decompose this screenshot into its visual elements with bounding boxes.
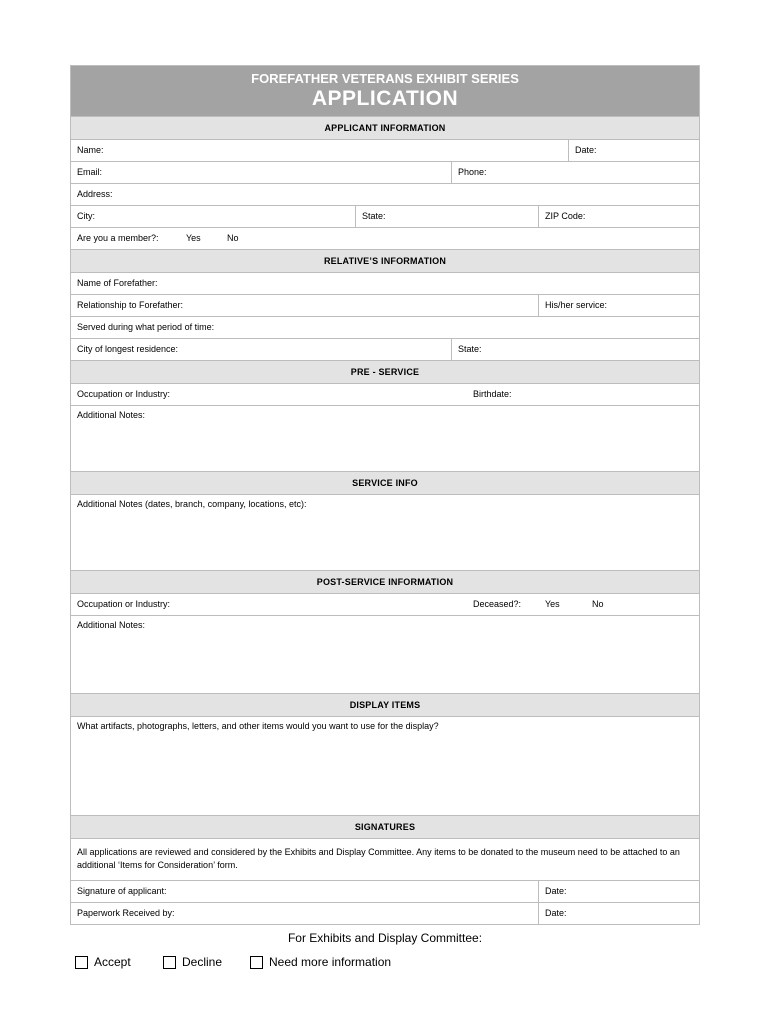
signatures-notice: All applications are reviewed and considered by the Exhibits and Display Committee. Any items to be donated to the museum need to be attached to an additional ‘Items for Consideration’ form. <box>71 839 699 881</box>
deceased-yes-option[interactable]: Yes <box>545 599 560 609</box>
committee-label: For Exhibits and Display Committee: <box>287 931 483 945</box>
deceased-label: Deceased?: <box>473 599 522 609</box>
applicant-signature-field[interactable]: Signature of applicant: <box>77 886 167 896</box>
name-field[interactable]: Name: <box>77 145 104 155</box>
decline-checkbox[interactable] <box>163 956 176 969</box>
state-field[interactable]: State: <box>355 206 538 227</box>
row-relationship <box>71 295 699 317</box>
row-forefather <box>71 273 699 295</box>
row-email <box>71 162 699 184</box>
address-field[interactable]: Address: <box>77 189 113 199</box>
display-items-field[interactable]: What artifacts, photographs, letters, and other items would you want to use for the display? <box>71 717 699 816</box>
residence-state-field[interactable]: State: <box>451 339 699 360</box>
decline-label: Decline <box>182 955 223 969</box>
row-member <box>71 228 699 250</box>
post-service-notes[interactable]: Additional Notes: <box>71 616 699 694</box>
zip-field[interactable]: ZIP Code: <box>538 206 699 227</box>
more-info-label: Need more information <box>269 955 392 969</box>
committee-options <box>0 955 770 975</box>
series-title: FOREFATHER VETERANS EXHIBIT SERIES <box>251 71 519 86</box>
section-relative-information: RELATIVE’S INFORMATION <box>71 250 699 273</box>
row-city <box>71 206 699 228</box>
accept-label: Accept <box>94 955 131 969</box>
section-pre-service: PRE - SERVICE <box>71 361 699 384</box>
section-service-info: SERVICE INFO <box>71 472 699 495</box>
row-post-occupation <box>71 594 699 616</box>
deceased-no-option[interactable]: No <box>592 599 604 609</box>
row-address <box>71 184 699 206</box>
received-date-field[interactable]: Date: <box>538 903 699 924</box>
section-signatures: SIGNATURES <box>71 816 699 839</box>
phone-field[interactable]: Phone: <box>451 162 699 183</box>
city-field[interactable]: City: <box>77 211 95 221</box>
received-by-field[interactable]: Paperwork Received by: <box>77 908 175 918</box>
row-residence <box>71 339 699 361</box>
row-name <box>71 140 699 162</box>
service-period-field[interactable]: Served during what period of time: <box>77 322 215 332</box>
member-no-option[interactable]: No <box>227 233 239 243</box>
email-field[interactable]: Email: <box>77 167 103 177</box>
service-field[interactable]: His/her service: <box>538 295 699 316</box>
member-yes-option[interactable]: Yes <box>186 233 201 243</box>
pre-occupation-field[interactable]: Occupation or Industry: <box>77 389 171 399</box>
decline-option[interactable] <box>163 955 222 969</box>
service-notes[interactable]: Additional Notes (dates, branch, company, locations, etc): <box>71 495 699 571</box>
relationship-field[interactable]: Relationship to Forefather: <box>77 300 184 310</box>
form-title: APPLICATION <box>311 87 459 110</box>
more-info-checkbox[interactable] <box>250 956 263 969</box>
accept-checkbox[interactable] <box>75 956 88 969</box>
application-form <box>70 65 700 925</box>
birthdate-field[interactable]: Birthdate: <box>473 389 512 399</box>
row-received-by <box>71 903 699 924</box>
section-post-service: POST-SERVICE INFORMATION <box>71 571 699 594</box>
row-period <box>71 317 699 339</box>
accept-option[interactable] <box>75 955 131 969</box>
forefather-name-field[interactable]: Name of Forefather: <box>77 278 158 288</box>
date-field[interactable]: Date: <box>568 140 699 161</box>
post-occupation-field[interactable]: Occupation or Industry: <box>77 599 171 609</box>
pre-service-notes[interactable]: Additional Notes: <box>71 406 699 472</box>
more-info-option[interactable] <box>250 955 391 969</box>
section-applicant-information: APPLICANT INFORMATION <box>71 117 699 140</box>
residence-city-field[interactable]: City of longest residence: <box>77 344 179 354</box>
section-display-items: DISPLAY ITEMS <box>71 694 699 717</box>
row-applicant-signature <box>71 881 699 903</box>
applicant-date-field[interactable]: Date: <box>538 881 699 902</box>
member-label: Are you a member?: <box>77 233 159 243</box>
row-pre-occupation <box>71 384 699 406</box>
form-header <box>71 66 699 117</box>
